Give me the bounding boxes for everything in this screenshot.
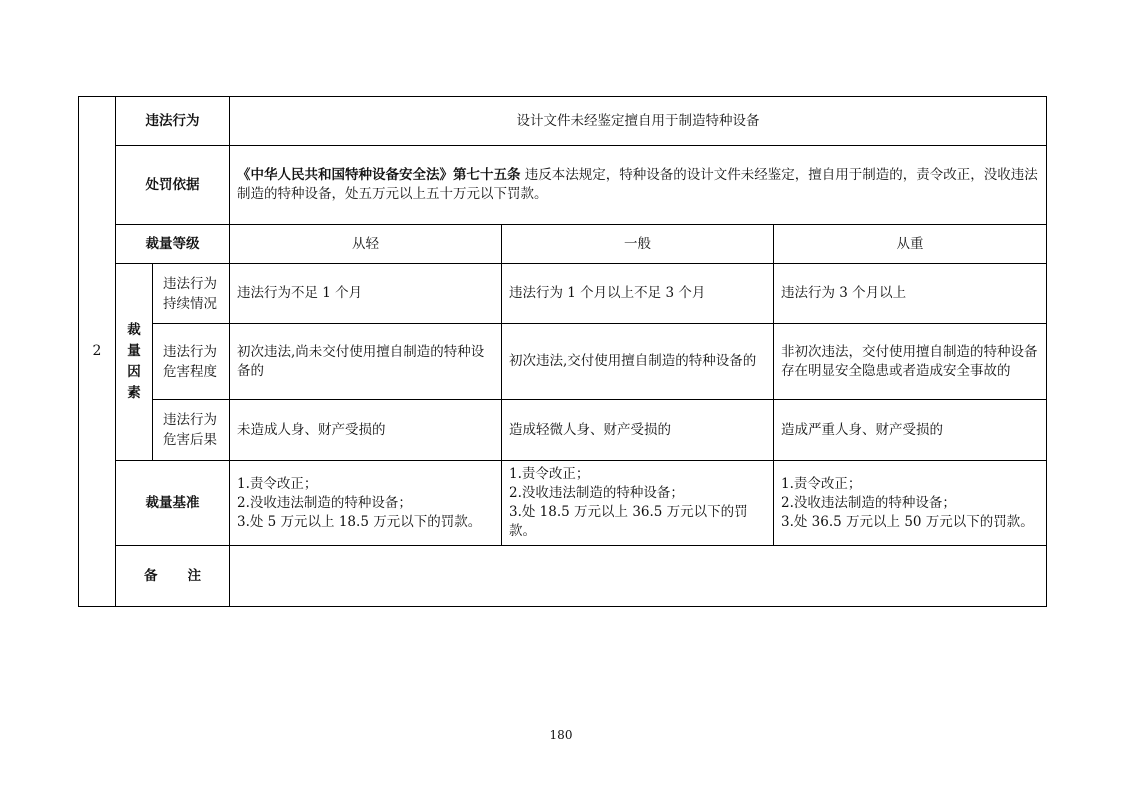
factor-consequence-normal: 造成轻微人身、财产受损的: [502, 400, 774, 461]
standard-normal: 1.责令改正； 2.没收违法制造的特种设备； 3.处 18.5 万元以上 36.5 万元以下的罚款。: [502, 461, 774, 546]
basis-label: 处罚依据: [116, 146, 230, 225]
basis-content: [230, 146, 1047, 225]
factor-duration-normal: 违法行为 1 个月以上不足 3 个月: [502, 264, 774, 324]
standard-light: 1.责令改正； 2.没收违法制造的特种设备； 3.处 5 万元以上 18.5 万元以下的罚款。: [230, 461, 502, 546]
grade-heavy: 从重: [774, 225, 1047, 264]
violation-text: 设计文件未经鉴定擅自用于制造特种设备: [230, 97, 1047, 146]
violation-label: 违法行为: [116, 97, 230, 146]
factor-consequence-label: 违法行为 危害后果: [153, 400, 230, 461]
grade-light: 从轻: [230, 225, 502, 264]
factor-consequence-heavy: 造成严重人身、财产受损的: [774, 400, 1047, 461]
factor-consequence-light: 未造成人身、财产受损的: [230, 400, 502, 461]
factor-severity-light: 初次违法,尚未交付使用擅自制造的特种设备的: [230, 324, 502, 400]
factor-duration-heavy: 违法行为 3 个月以上: [774, 264, 1047, 324]
basis-text: 违反本法规定，特种设备的设计文件未经鉴定，擅自用于制造的，责令改正，没收违法制造的特种设备，处五万元以上五十万元以下罚款。: [237, 167, 1038, 202]
remarks-label: 备 注: [116, 546, 230, 607]
grades-label: 裁量等级: [116, 225, 230, 264]
row-number: 2: [79, 97, 116, 607]
factors-label: 裁 量 因 素: [116, 264, 153, 461]
page-number: 180: [549, 728, 573, 742]
factor-duration-light: 违法行为不足 1 个月: [230, 264, 502, 324]
standard-label: 裁量基准: [116, 461, 230, 546]
penalty-table: [78, 96, 1047, 607]
factor-severity-normal: 初次违法,交付使用擅自制造的特种设备的: [502, 324, 774, 400]
law-title: 《中华人民共和国特种设备安全法》第七十五条: [237, 167, 521, 183]
grade-normal: 一般: [502, 225, 774, 264]
factor-duration-label: 违法行为 持续情况: [153, 264, 230, 324]
remarks-text: [230, 546, 1047, 607]
factor-severity-label: 违法行为 危害程度: [153, 324, 230, 400]
standard-heavy: 1.责令改正； 2.没收违法制造的特种设备； 3.处 36.5 万元以上 50 万元以下的罚款。: [774, 461, 1047, 546]
factor-severity-heavy: 非初次违法，交付使用擅自制造的特种设备存在明显安全隐患或者造成安全事故的: [774, 324, 1047, 400]
